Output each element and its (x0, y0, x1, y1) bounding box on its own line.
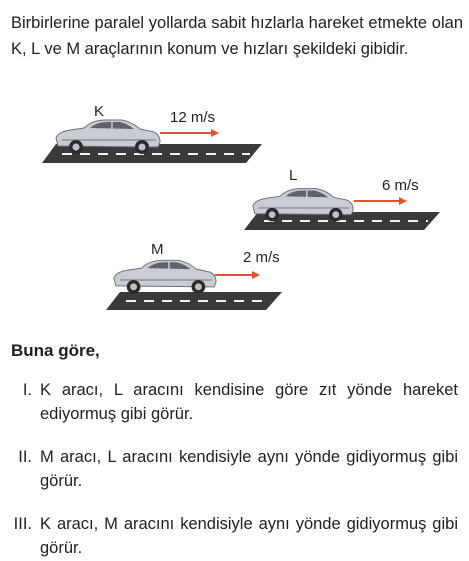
statement-1-number: I. (22, 381, 32, 399)
velocity-arrow-k-icon (160, 128, 220, 138)
vehicle-l-speed: 6 m/s (382, 177, 419, 194)
car-m-icon (110, 258, 220, 296)
statement-2-text: M aracı, L aracını kendisiyle aynı yönde gidiyormuş gibi görür. (40, 448, 458, 490)
vehicle-m-speed: 2 m/s (243, 249, 280, 266)
vehicle-k-speed: 12 m/s (170, 109, 216, 126)
statement-3-text: K aracı, M aracını kendisiyle aynı yönde gidiyormuş gibi görür. (40, 515, 458, 557)
car-l-icon (249, 186, 357, 224)
question-heading: Buna göre, (11, 341, 100, 360)
velocity-arrow-l-icon (354, 196, 408, 206)
vehicle-m-label: M (151, 241, 164, 258)
velocity-arrow-m-icon (215, 270, 261, 280)
statement-2-number: II. (18, 448, 32, 466)
statement-1-text: K aracı, L aracını kendisine göre zıt yönde hareket ediyormuş gibi görür. (40, 381, 458, 423)
vehicle-k-label: K (94, 103, 105, 120)
intro-paragraph: Birbirlerine paralel yollarda sabit hızlarla hareket etmekte olan K, L ve M araçlarının konum ve hızları şekildeki gibidir. (11, 14, 463, 58)
vehicles-figure (0, 100, 469, 315)
car-k-icon (52, 118, 164, 156)
statement-3-number: III. (13, 515, 32, 533)
vehicle-l-label: L (289, 167, 298, 184)
